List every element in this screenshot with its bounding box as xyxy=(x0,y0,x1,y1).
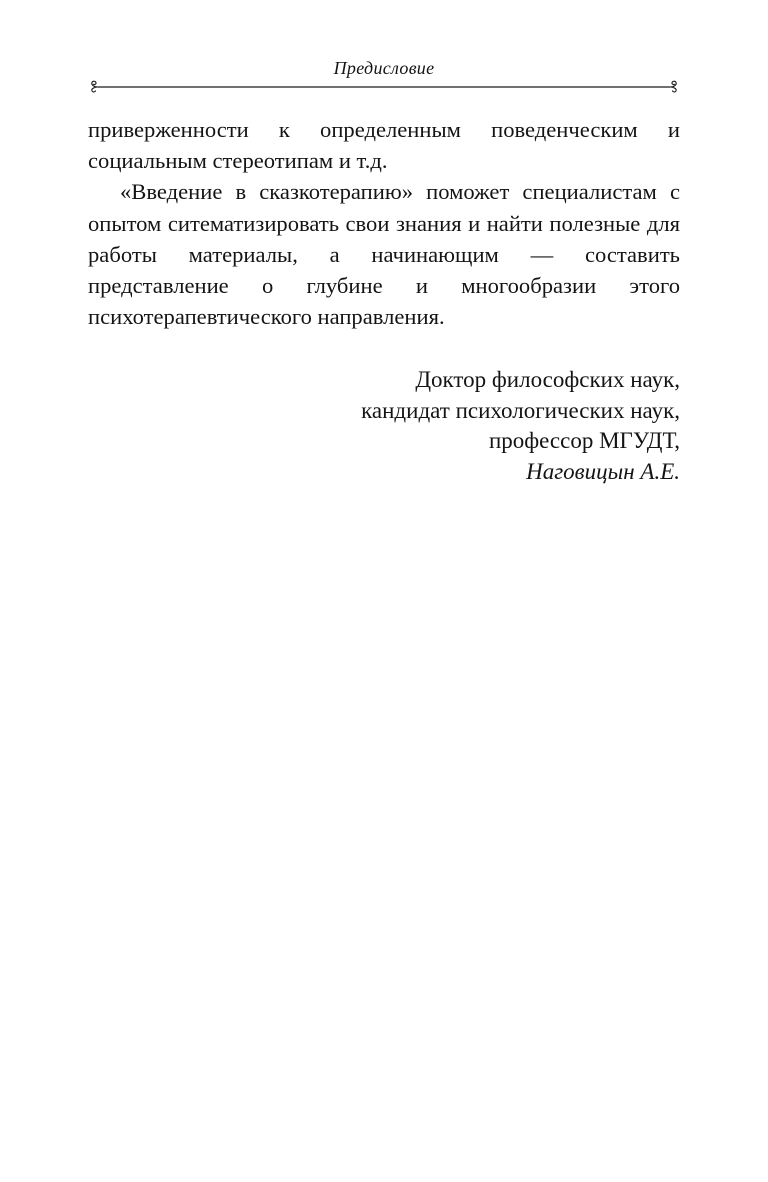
signature-degree-1: Доктор философских наук, xyxy=(415,367,680,392)
paragraph-introduction: «Введение в сказкотерапию» поможет специалистам с опытом ситематизировать свои знания и найти полезные для работы материалы, а начинающим — составить представление о глубине и многообразии этого психотерапевтического направления. xyxy=(88,179,680,330)
signature-degree-2: кандидат психологических наук, xyxy=(361,397,680,423)
signature-position: профессор МГУДТ, xyxy=(488,428,680,453)
signature-author-name: Наговицын А.Е. xyxy=(526,458,680,484)
paragraph-continuation: приверженности к определенным поведенческим и социальным стереотипам и т.д. xyxy=(88,117,680,174)
header-ornamental-rule xyxy=(88,79,680,93)
body-text xyxy=(88,114,680,332)
signature-block xyxy=(361,365,680,487)
running-header-title: Предисловие xyxy=(333,58,435,78)
